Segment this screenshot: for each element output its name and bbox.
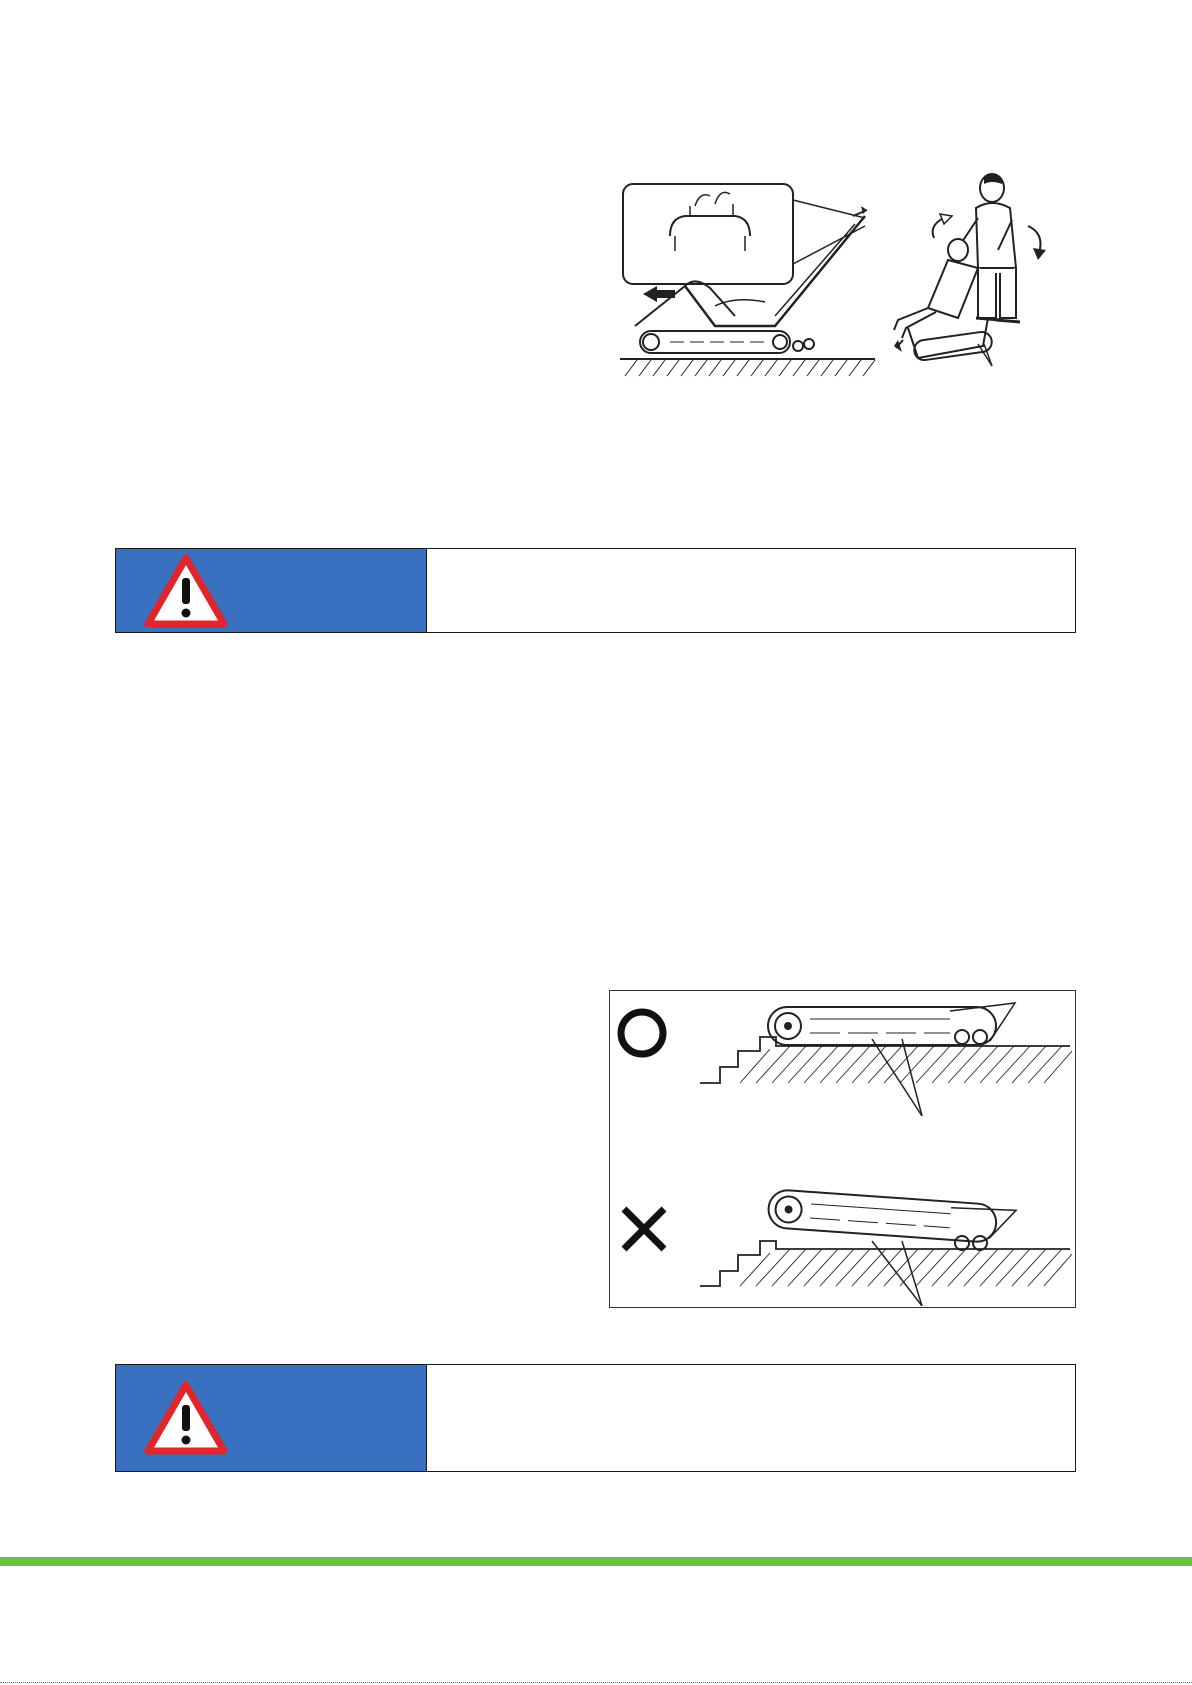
warning-triangle-icon [144, 554, 228, 628]
footer-bar [0, 1557, 1192, 1566]
warning-box-1 [115, 548, 1076, 633]
warning-box-2 [115, 1364, 1076, 1472]
stair-chair-flat-illustration [615, 176, 880, 381]
track-placement-figure [609, 990, 1076, 1308]
operator-patient-illustration [888, 168, 1058, 376]
page-bottom-rule [0, 1682, 1192, 1683]
warning-text-area [436, 549, 1065, 632]
cross-x-icon [624, 1209, 664, 1249]
warning-text-area [436, 1365, 1065, 1471]
circle-o-icon [621, 1012, 663, 1054]
warning-triangle-icon [144, 1381, 228, 1455]
warning-label-panel [116, 1365, 427, 1471]
warning-label-panel [116, 549, 427, 632]
